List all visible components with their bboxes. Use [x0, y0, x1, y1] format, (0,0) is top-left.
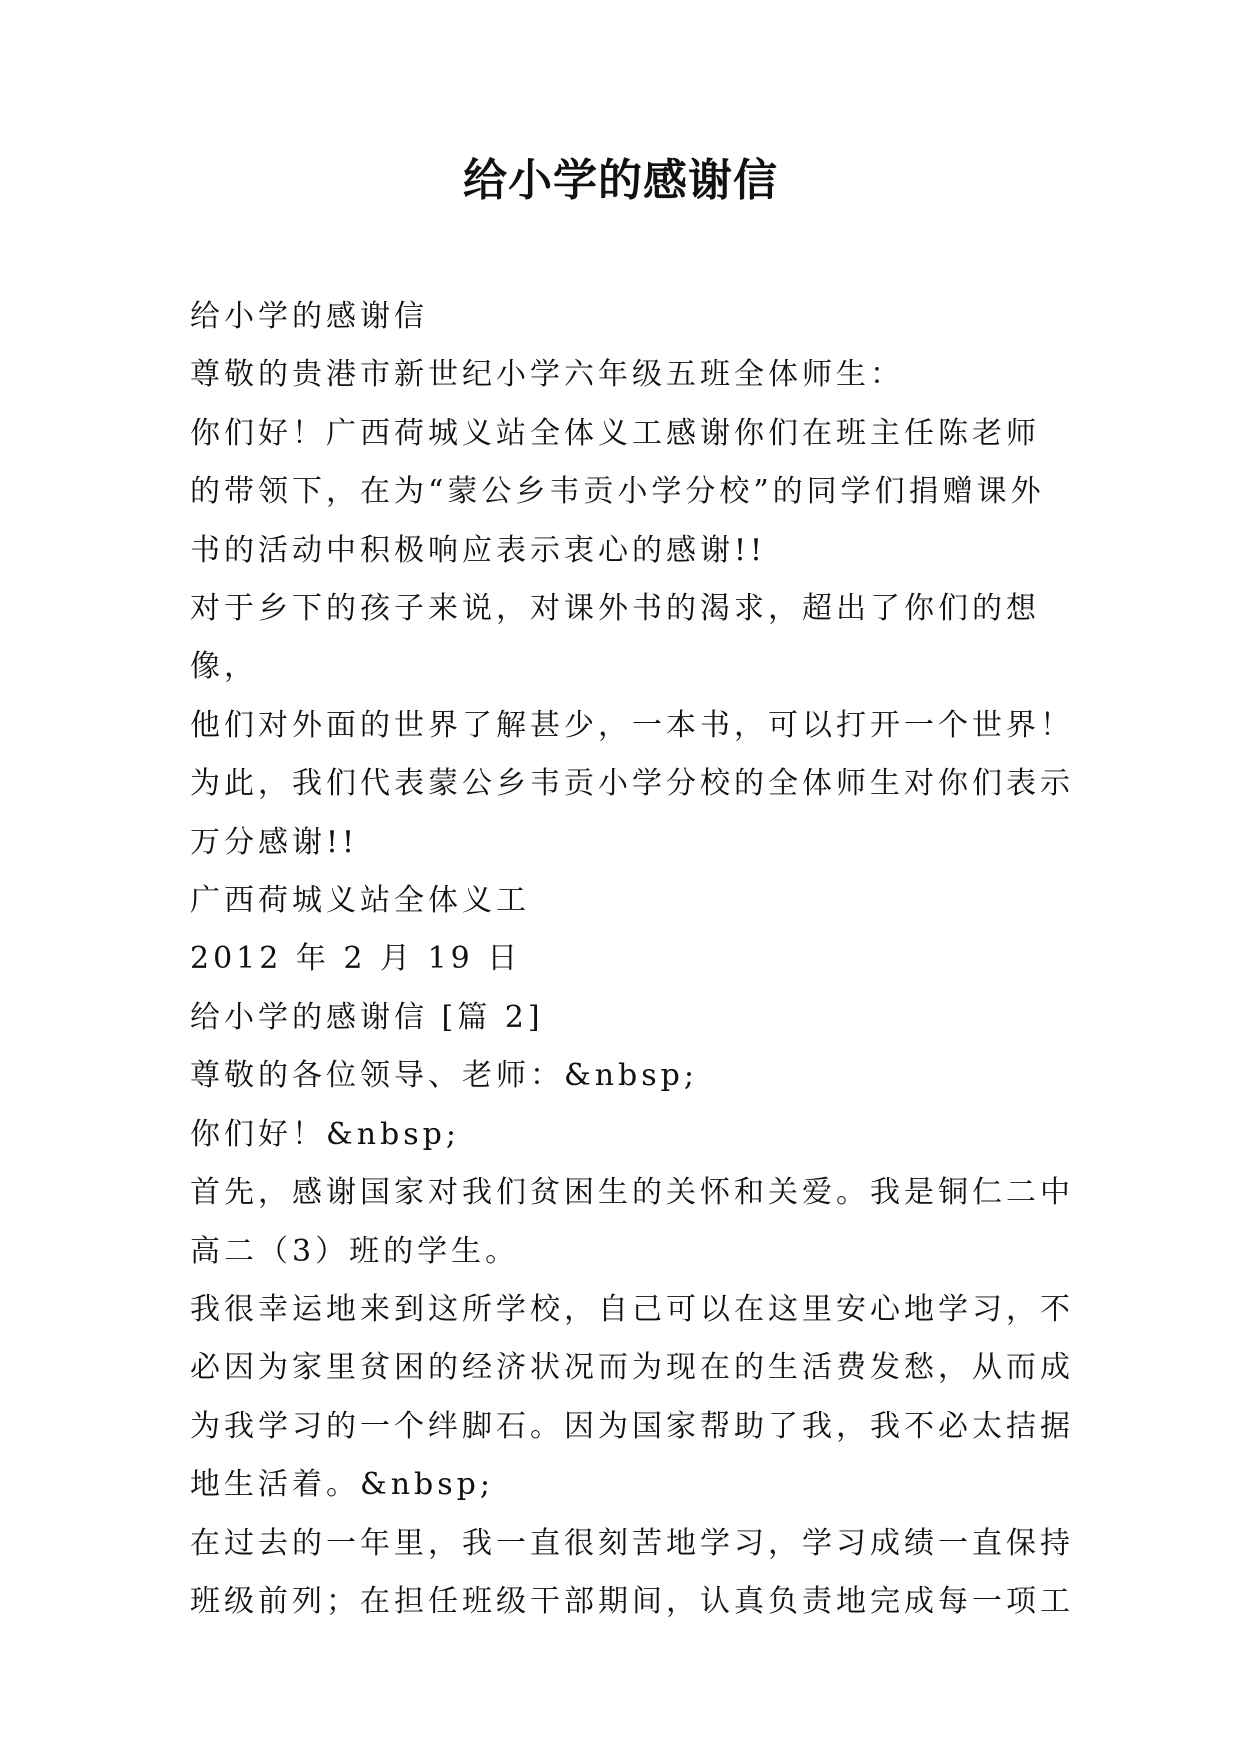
paragraph-signature: 广西荷城义站全体义工: [190, 883, 530, 919]
document-body: [190, 288, 1090, 1631]
paragraph-salutation-1: 尊敬的贵港市新世纪小学六年级五班全体师生：: [190, 357, 904, 393]
paragraph-fortunate: 我很幸运地来到这所学校，自己可以在这里安心地学习，不 必因为家里贫困的经济状况而为现在的生活费发愁，从而成 为我学习的一个绊脚石。因为国家帮助了我，我不必太拮据 地生活着。&nbsp;: [190, 1291, 1074, 1503]
paragraph-greeting-2: 你们好！&nbsp;: [190, 1116, 460, 1152]
paragraph-date: 2012 年 2 月 19 日: [190, 941, 522, 977]
document-title: 给小学的感谢信: [463, 155, 778, 206]
paragraph-heading-2: 给小学的感谢信 [篇 2]: [190, 999, 544, 1035]
paragraph-salutation-2: 尊敬的各位领导、老师：&nbsp;: [190, 1058, 698, 1094]
paragraph-rural-children: 对于乡下的孩子来说，对课外书的渴求，超出了你们的想像， 他们对外面的世界了解甚少，一本书，可以打开一个世界！ 为此，我们代表蒙公乡韦贡小学分校的全体师生对你们表示 万分感谢!!: [190, 591, 1074, 860]
paragraph-past-year: 在过去的一年里，我一直很刻苦地学习，学习成绩一直保持 班级前列；在担任班级干部期间，认真负责地完成每一项工: [190, 1525, 1074, 1619]
paragraph-thanks-country: 首先，感谢国家对我们贫困生的关怀和关爱。我是铜仁二中 高二（3）班的学生。: [190, 1175, 1074, 1269]
paragraph-greeting-thanks: 你们好！广西荷城义站全体义工感谢你们在班主任陈老师 的带领下，在为“蒙公乡韦贡小学分校”的同学们捐赠课外 书的活动中积极响应表示衷心的感谢!!: [190, 415, 1045, 568]
paragraph-heading-1: 给小学的感谢信: [190, 299, 428, 334]
